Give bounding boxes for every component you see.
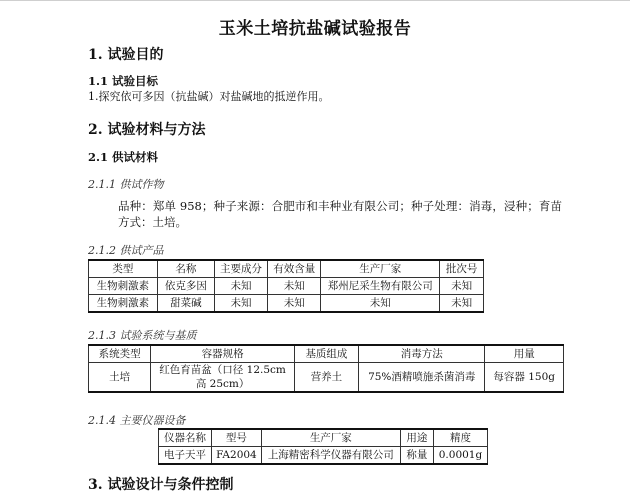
- equipment-table: [158, 428, 488, 465]
- equipment-cell: 上海精密科学仪器有限公司: [261, 447, 400, 465]
- equipment-header-cell: 用途: [400, 429, 433, 447]
- equipment-header-cell: 仪器名称: [159, 429, 212, 447]
- system-header-cell: 系统类型: [89, 345, 151, 363]
- equipment-header-row: [159, 429, 488, 447]
- section-3-heading: 3. 试验设计与条件控制: [88, 477, 234, 493]
- products-header-cell: 批次号: [440, 260, 484, 278]
- equipment-cell: FA2004: [212, 447, 262, 465]
- system-table: [88, 344, 564, 393]
- products-cell: 依克多因: [157, 278, 214, 295]
- products-cell: 未知: [214, 278, 267, 295]
- system-cell: 营养土: [294, 363, 358, 393]
- section-1-1-text: 1.探究依可多因（抗盐碱）对盐碱地的抵逆作用。: [88, 90, 330, 103]
- section-2-1-4-heading: 2.1.4 主要仪器设备: [88, 414, 186, 427]
- system-cell: 土培: [89, 363, 151, 393]
- products-cell: 未知: [440, 295, 484, 313]
- system-cell: 红色育苗盆（口径 12.5cm 高 25cm）: [151, 363, 295, 393]
- section-2-1-2-heading: 2.1.2 供试产品: [88, 244, 164, 257]
- system-cell: 每容器 150g: [485, 363, 564, 393]
- system-header-row: [89, 345, 564, 363]
- products-table: [88, 259, 484, 313]
- document-title: 玉米土培抗盐碱试验报告: [218, 19, 412, 39]
- products-cell: 未知: [268, 278, 321, 295]
- products-cell: 未知: [440, 278, 484, 295]
- section-2-1-3-heading: 2.1.3 试验系统与基质: [88, 329, 197, 342]
- system-cell: 75%酒精喷施杀菌消毒: [359, 363, 485, 393]
- equipment-header-cell: 精度: [433, 429, 487, 447]
- products-header-cell: 名称: [157, 260, 214, 278]
- table-row: [89, 363, 564, 393]
- products-header-cell: 有效含量: [268, 260, 321, 278]
- table-row: [89, 295, 484, 313]
- section-2-heading: 2. 试验材料与方法: [88, 122, 206, 138]
- products-header-cell: 生产厂家: [321, 260, 440, 278]
- crop-description: 品种：郑单 958；种子来源：合肥市和丰种业有限公司；种子处理：消毒，浸种；育苗方式：土培。: [118, 199, 562, 229]
- table-row: [159, 447, 488, 465]
- equipment-cell: 0.0001g: [433, 447, 487, 465]
- system-header-cell: 消毒方法: [359, 345, 485, 363]
- equipment-cell: 电子天平: [159, 447, 212, 465]
- section-2-1-1-heading: 2.1.1 供试作物: [88, 178, 164, 191]
- products-header-cell: 类型: [89, 260, 158, 278]
- products-cell: 未知: [214, 295, 267, 313]
- products-header-row: [89, 260, 484, 278]
- table-row: [89, 278, 484, 295]
- system-header-cell: 用量: [485, 345, 564, 363]
- products-cell: 生物刺激素: [89, 278, 158, 295]
- system-header-cell: 容器规格: [151, 345, 295, 363]
- section-1-1-heading: 1.1 试验目标: [88, 74, 159, 88]
- products-cell: 未知: [268, 295, 321, 313]
- products-cell: 郑州尼采生物有限公司: [321, 278, 440, 295]
- products-cell: 甜菜碱: [157, 295, 214, 313]
- products-cell: 未知: [321, 295, 440, 313]
- products-header-cell: 主要成分: [214, 260, 267, 278]
- page-top-border: [0, 0, 630, 1]
- system-header-cell: 基质组成: [294, 345, 358, 363]
- products-cell: 生物刺激素: [89, 295, 158, 313]
- equipment-cell: 称量: [400, 447, 433, 465]
- equipment-header-cell: 生产厂家: [261, 429, 400, 447]
- section-1-heading: 1. 试验目的: [88, 47, 164, 63]
- equipment-header-cell: 型号: [212, 429, 262, 447]
- section-2-1-heading: 2.1 供试材料: [88, 150, 159, 164]
